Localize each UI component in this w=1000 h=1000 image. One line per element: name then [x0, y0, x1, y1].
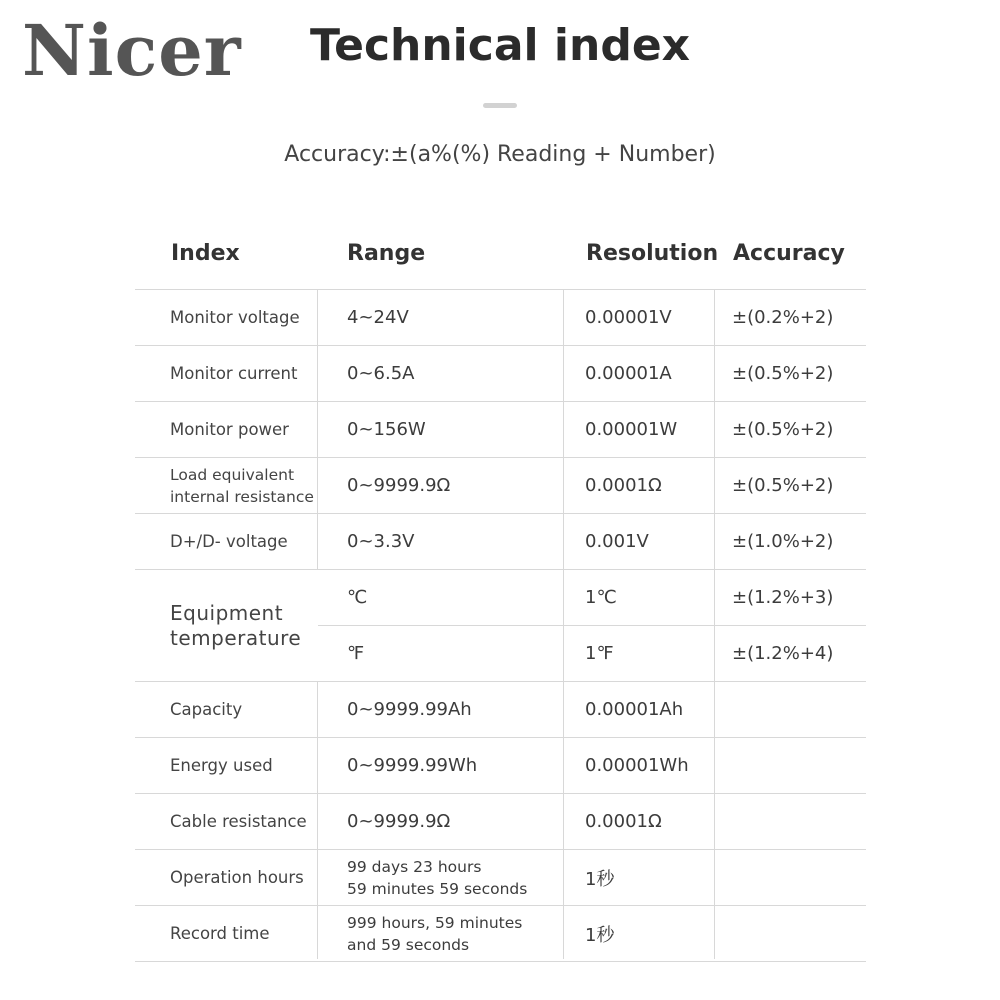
range-line: 999 hours, 59 minutes [347, 913, 523, 932]
range-cell [347, 906, 577, 961]
range-cell: 0~9999.99Wh [347, 755, 478, 776]
range-cell: 0~156W [347, 419, 426, 440]
range-cell: 0~3.3V [347, 531, 415, 552]
index-cell: Monitor voltage [170, 308, 300, 327]
resolution-cell: 0.0001Ω [585, 811, 662, 832]
header-index: Index [171, 241, 240, 266]
table-row [135, 289, 866, 346]
accuracy-cell: ±(0.5%+2) [732, 475, 834, 496]
table-row [135, 850, 866, 906]
index-cell: Capacity [170, 700, 243, 719]
index-cell: Monitor power [170, 420, 289, 439]
resolution-cell: 0.001V [585, 531, 649, 552]
resolution-cell: 1秒 [585, 924, 615, 946]
range-cell: 0~9999.9Ω [347, 475, 451, 496]
index-line: internal resistance [170, 487, 314, 506]
index-cell: Record time [170, 924, 270, 943]
temperature-row-group [135, 570, 866, 682]
header-range: Range [347, 241, 426, 266]
accuracy-cell [732, 906, 866, 961]
temperature-celsius-row [318, 570, 866, 626]
accuracy-note: Accuracy:±(a%(%) Reading + Number) [284, 142, 716, 167]
resolution-cell: 1秒 [585, 868, 615, 890]
index-cell: Energy used [170, 756, 273, 775]
range-cell: 0~9999.9Ω [347, 811, 451, 832]
index-cell: Monitor current [170, 364, 298, 383]
header-resolution: Resolution [586, 241, 719, 266]
resolution-cell: 0.00001Ah [585, 699, 684, 720]
accuracy-cell [732, 682, 866, 737]
accuracy-cell [732, 850, 866, 905]
brand-logo: Nicer [22, 9, 242, 92]
title-underline [483, 103, 517, 108]
table-row [135, 906, 866, 962]
index-line: Equipment [170, 600, 284, 625]
header-accuracy: Accuracy [733, 241, 845, 266]
table-row [135, 738, 866, 794]
page-title: Technical index [309, 20, 691, 71]
temperature-fahrenheit-row [318, 626, 866, 681]
spec-table [135, 289, 866, 962]
range-line: and 59 seconds [347, 935, 470, 954]
range-line: 99 days 23 hours [347, 857, 482, 876]
accuracy-cell: ±(0.5%+2) [732, 363, 834, 384]
range-cell: 0~6.5A [347, 363, 415, 384]
index-cell: Operation hours [170, 868, 304, 887]
resolution-cell: 1℉ [585, 643, 614, 664]
table-row [135, 346, 866, 402]
range-cell [347, 850, 577, 905]
index-line: temperature [170, 625, 302, 650]
range-cell: ℃ [347, 587, 368, 608]
index-line: Load equivalent [170, 465, 295, 484]
range-cell: ℉ [347, 643, 365, 664]
table-row [135, 682, 866, 738]
resolution-cell: 0.00001V [585, 307, 672, 328]
resolution-cell: 1℃ [585, 587, 617, 608]
accuracy-cell: ±(1.0%+2) [732, 531, 834, 552]
resolution-cell: 0.00001W [585, 419, 678, 440]
accuracy-cell [732, 794, 866, 849]
range-line: 59 minutes 59 seconds [347, 879, 528, 898]
index-cell: D+/D- voltage [170, 532, 288, 551]
accuracy-cell: ±(1.2%+4) [732, 643, 834, 664]
table-row [135, 794, 866, 850]
resolution-cell: 0.00001Wh [585, 755, 689, 776]
accuracy-cell [732, 738, 866, 793]
accuracy-cell: ±(0.2%+2) [732, 307, 834, 328]
table-row [135, 402, 866, 458]
table-row [135, 514, 866, 570]
resolution-cell: 0.00001A [585, 363, 672, 384]
index-cell [170, 458, 318, 513]
range-cell: 0~9999.99Ah [347, 699, 472, 720]
index-cell [170, 570, 340, 681]
index-cell: Cable resistance [170, 812, 307, 831]
accuracy-cell: ±(0.5%+2) [732, 419, 834, 440]
range-cell: 4~24V [347, 307, 409, 328]
resolution-cell: 0.0001Ω [585, 475, 662, 496]
accuracy-cell: ±(1.2%+3) [732, 587, 834, 608]
table-row [135, 458, 866, 514]
